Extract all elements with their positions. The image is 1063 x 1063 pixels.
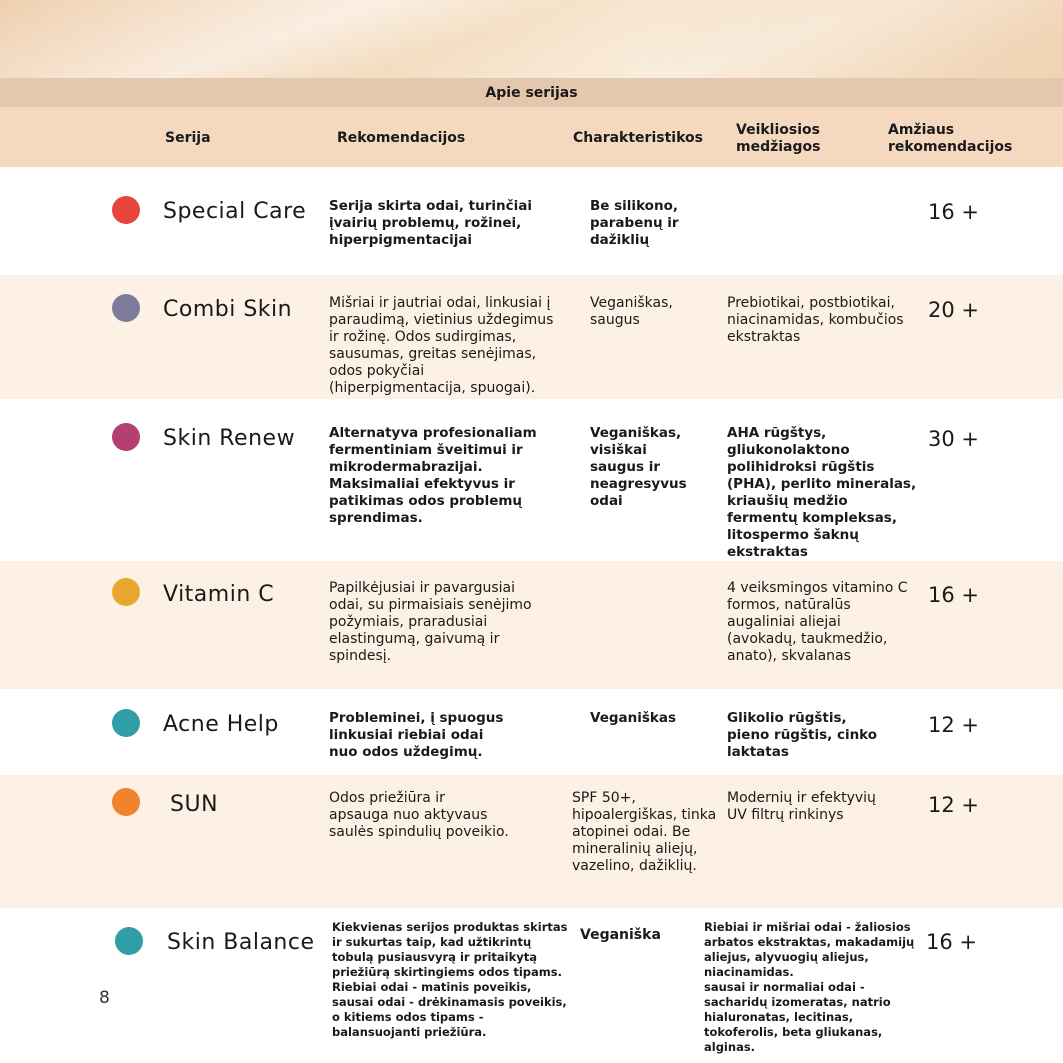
- series-characteristics: Veganiškas: [590, 710, 677, 726]
- table-row: [0, 275, 1063, 399]
- table-row: [0, 775, 1063, 908]
- series-ingredients: 4 veiksmingos vitamino C formos, natūralūs augaliniai aliejai (avokadų, taukmedžio, anato), skvalanas: [727, 580, 908, 664]
- series-color-dot: [112, 709, 140, 737]
- series-recommendation: Papilkėjusiai ir pavargusiai odai, su pirmaisiais senėjimo požymiais, praradusiai elastingumą, gaivumą ir spindesį.: [329, 580, 532, 664]
- series-name: Skin Renew: [163, 426, 296, 451]
- header-characteristics: Charakteristikos: [573, 130, 703, 146]
- series-color-dot: [112, 423, 140, 451]
- series-age: 16 +: [928, 200, 979, 224]
- series-characteristics: Veganiška: [580, 927, 661, 943]
- table-row: [0, 399, 1063, 561]
- series-color-dot: [112, 294, 140, 322]
- series-age: 20 +: [928, 298, 979, 322]
- series-name: Vitamin C: [163, 582, 275, 607]
- table-row: [0, 561, 1063, 689]
- series-characteristics: Be silikono, parabenų ir dažiklių: [590, 198, 679, 248]
- series-name: Special Care: [163, 199, 307, 224]
- series-recommendation: Mišriai ir jautriai odai, linkusiai į paraudimą, vietinius uždegimus ir rožinę. Odos sudirgimas, sausumas, greitas senėjimas, odos pokyčiai (hiperpigmentacija, spuogai).: [329, 295, 554, 396]
- page-number: 8: [99, 988, 110, 1008]
- header-recommendations: Rekomendacijos: [337, 130, 466, 146]
- series-characteristics: Veganiškas, visiškai saugus ir neagresyvus odai: [590, 425, 687, 509]
- series-ingredients: Prebiotikai, postbiotikai, niacinamidas, kombučios ekstraktas: [727, 295, 904, 345]
- table-title: [0, 78, 1063, 107]
- series-ingredients: Riebiai ir mišriai odai - žaliosios arbatos ekstraktas, makadamijų aliejus, alyvuogių aliejus, niacinamidas. sausai ir normaliai odai - sacharidų izomeratas, natrio hialuronatas, lecitinas, tokoferolis, beta gliukanas, alginas.: [704, 920, 915, 1054]
- series-name: Skin Balance: [167, 930, 315, 955]
- table-header-row: [0, 107, 1063, 167]
- header-series: Serija: [165, 130, 211, 146]
- series-age: 30 +: [928, 427, 979, 451]
- table-row: [0, 689, 1063, 775]
- series-recommendation: Kiekvienas serijos produktas skirtas ir sukurtas taip, kad užtikrintų tobulą pusiausvyrą ir pritaikytą priežiūrą skirtingiems odos tipams. Riebiai odai - matinis poveikis, sausai odai - drėkinamasis poveikis, o kitiems odos tipams - balansuojanti priežiūra.: [332, 920, 568, 1039]
- series-ingredients: Modernių ir efektyvių UV filtrų rinkinys: [727, 790, 876, 823]
- series-ingredients: AHA rūgštys, gliukonolaktono polihidroksi rūgštis (PHA), perlito mineralas, kriaušių medžio fermentų kompleksas, litospermo šaknų ekstraktas: [727, 425, 917, 560]
- series-name: Acne Help: [163, 712, 279, 737]
- series-recommendation: Serija skirta odai, turinčiai įvairių problemų, rožinei, hiperpigmentacijai: [329, 198, 532, 248]
- series-age: 16 +: [928, 583, 979, 607]
- series-recommendation: Odos priežiūra ir apsauga nuo aktyvaus saulės spindulių poveikio.: [329, 790, 509, 840]
- series-age: 16 +: [926, 930, 977, 954]
- series-characteristics: Veganiškas, saugus: [590, 295, 673, 328]
- series-recommendation: Probleminei, į spuogus linkusiai riebiai odai nuo odos uždegimų.: [329, 710, 504, 760]
- series-color-dot: [112, 578, 140, 606]
- table-title-text: Apie serijas: [485, 84, 578, 101]
- table-row: [0, 167, 1063, 275]
- header-ingredients: Veikliosios medžiagos: [736, 122, 821, 155]
- hero-banner: [0, 0, 1063, 78]
- header-age: Amžiaus rekomendacijos: [888, 122, 1013, 155]
- series-age: 12 +: [928, 713, 979, 737]
- series-name: SUN: [170, 792, 219, 817]
- series-age: 12 +: [928, 793, 979, 817]
- series-characteristics: SPF 50+, hipoalergiškas, tinka atopinei odai. Be mineralinių aliejų, vazelino, dažiklių.: [572, 790, 717, 874]
- series-color-dot: [115, 927, 143, 955]
- table-row: [0, 908, 1063, 1063]
- series-ingredients: Glikolio rūgštis, pieno rūgštis, cinko laktatas: [727, 710, 878, 760]
- series-color-dot: [112, 788, 140, 816]
- series-color-dot: [112, 196, 140, 224]
- series-recommendation: Alternatyva profesionaliam fermentiniam šveitimui ir mikrodermabrazijai. Maksimaliai efektyvus ir patikimas odos problemų sprendimas.: [329, 425, 537, 526]
- series-name: Combi Skin: [163, 297, 293, 322]
